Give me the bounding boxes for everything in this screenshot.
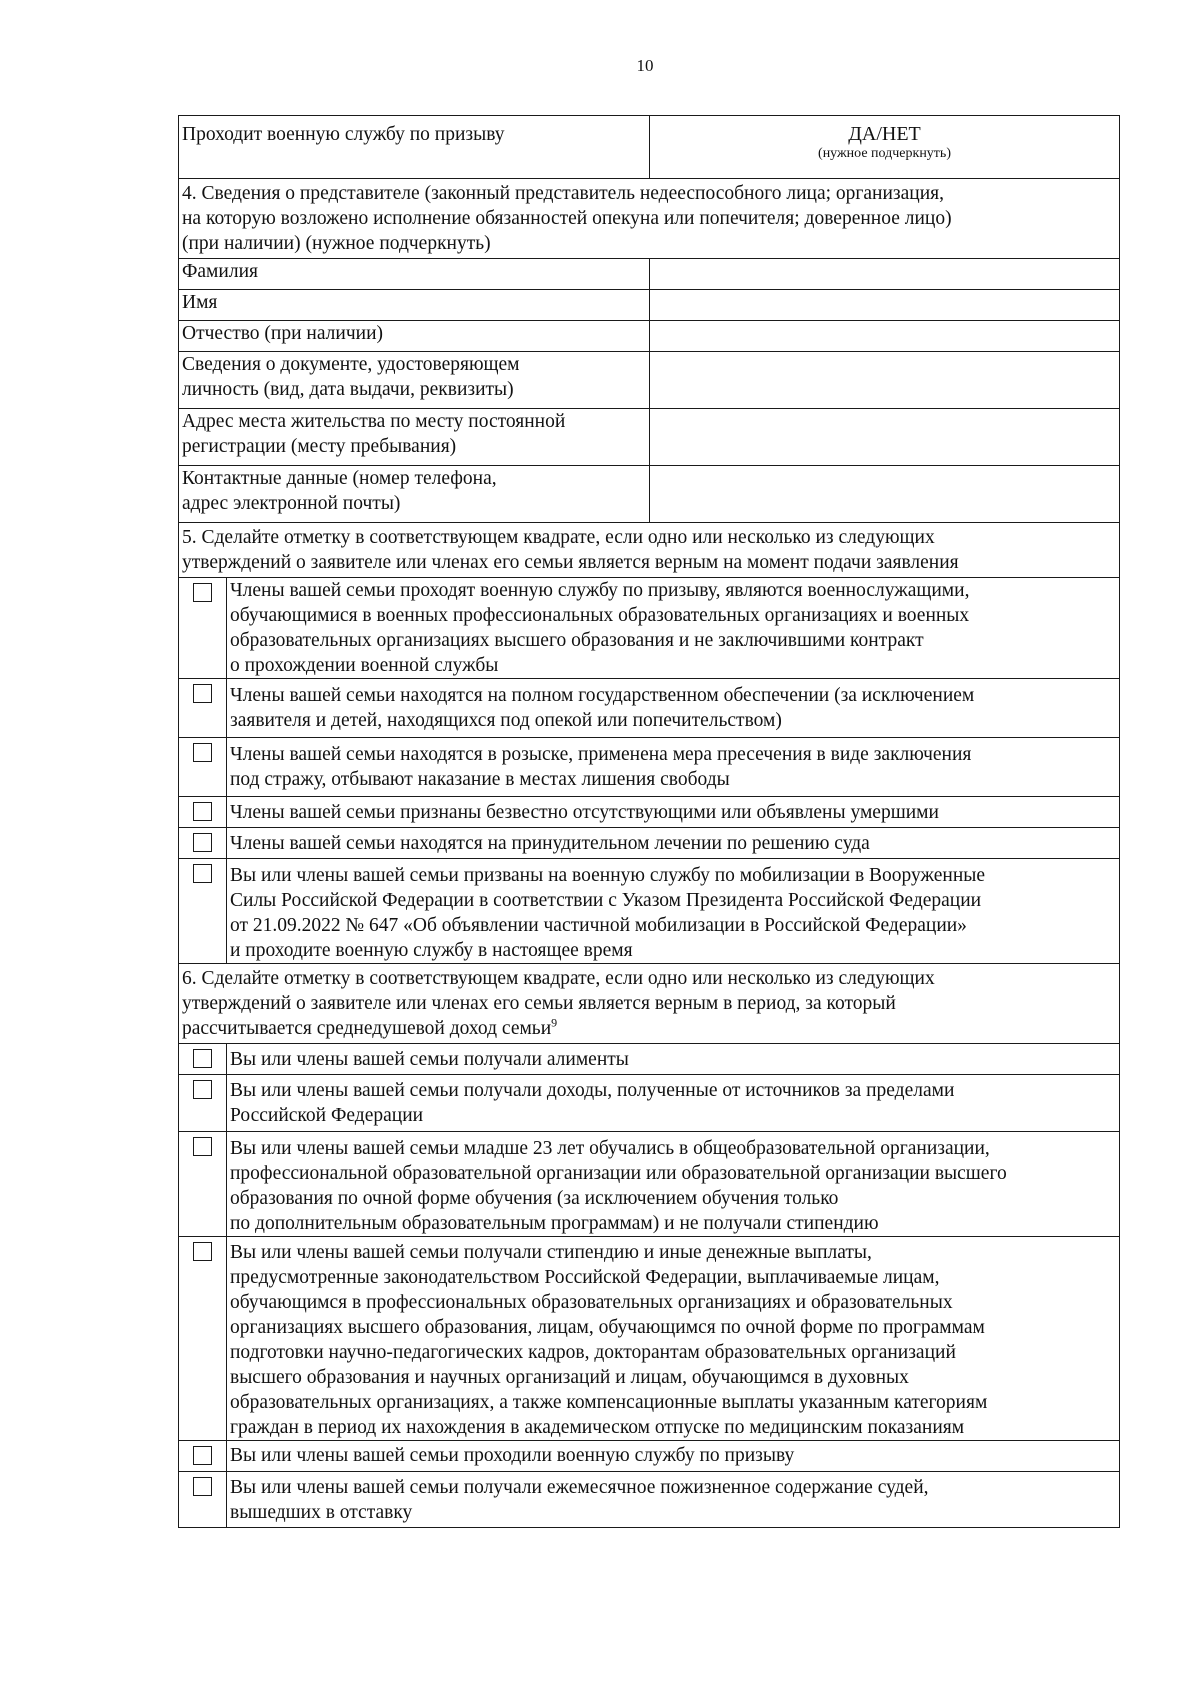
section6-header-line: 6. Сделайте отметку в соответствующем квадрате, если одно или несколько из следующих (182, 968, 935, 989)
item-line: о прохождении военной службы (230, 655, 499, 676)
item-line: Вы или члены вашей семьи получали доходы, полученные от источников за пределами (230, 1080, 955, 1101)
field-label-id-document (179, 352, 650, 409)
section4-header-line: 4. Сведения о представителе (законный представитель недееспособного лица; организация, (182, 183, 945, 204)
field-label-line: личность (вид, дата выдачи, реквизиты) (182, 379, 514, 400)
page-number: 10 (636, 56, 654, 75)
item-line: обучающимся в профессиональных образовательных организациях и образовательных (230, 1292, 953, 1313)
section5-item-text (227, 679, 1120, 738)
field-label-contacts (179, 466, 650, 523)
section5-item-row (179, 828, 1120, 859)
section6-checkbox-cell (179, 1132, 227, 1237)
section6-checkbox-cell (179, 1472, 227, 1528)
section6-checkbox-cell (179, 1441, 227, 1472)
section5-item-text (227, 859, 1120, 964)
section4-header-row (179, 179, 1120, 259)
item-line: Члены вашей семьи находятся в розыске, применена мера пресечения в виде заключения (230, 744, 972, 765)
checkbox[interactable] (193, 802, 212, 821)
item-line: от 21.09.2022 № 647 «Об объявлении частичной мобилизации в Российской Федерации» (230, 915, 967, 936)
item-line: Вы или члены вашей семьи призваны на военную службу по мобилизации в Вооруженные (230, 865, 986, 886)
section6-header-line: утверждений о заявителе или членах его семьи является верным в период, за который (182, 993, 896, 1014)
item-line: Вы или члены вашей семьи получали алименты (230, 1049, 629, 1070)
checkbox[interactable] (193, 1080, 212, 1099)
item-line: высшего образования и научных организаций и лицам, обучающимся в духовных (230, 1367, 909, 1388)
section5-header (179, 523, 1120, 578)
field-input-id-document[interactable] (650, 352, 1120, 409)
section6-item-row (179, 1044, 1120, 1075)
checkbox[interactable] (193, 1242, 212, 1261)
item-line: граждан в период их нахождения в академическом отпуске по медицинским показаниям (230, 1417, 965, 1438)
section6-item-text (227, 1237, 1120, 1441)
item-line: профессиональной образовательной организации или образовательной организации высшего (230, 1163, 1007, 1184)
field-row-surname (179, 259, 1120, 290)
item-line: Члены вашей семьи признаны безвестно отсутствующими или объявлены умершими (230, 802, 939, 823)
field-label-line: Сведения о документе, удостоверяющем (182, 354, 520, 375)
section5-checkbox-cell (179, 828, 227, 859)
section5-item-row (179, 679, 1120, 738)
section6-item-text (227, 1132, 1120, 1237)
checkbox[interactable] (193, 1137, 212, 1156)
item-line: подготовки научно-педагогических кадров, докторантам образовательных организаций (230, 1342, 956, 1363)
section5-item-row (179, 797, 1120, 828)
item-line: Вы или члены вашей семьи проходили военную службу по призыву (230, 1445, 795, 1466)
section5-checkbox-cell (179, 578, 227, 679)
section6-checkbox-cell (179, 1237, 227, 1441)
military-service-label: Проходит военную службу по призыву (179, 116, 650, 179)
item-line: Члены вашей семьи проходят военную службу по призыву, являются военнослужащими, (230, 580, 970, 601)
checkbox[interactable] (193, 1477, 212, 1496)
section5-checkbox-cell (179, 797, 227, 828)
section6-item-text (227, 1472, 1120, 1528)
section5-item-text (227, 578, 1120, 679)
section5-checkbox-cell (179, 738, 227, 797)
section6-header (179, 964, 1120, 1044)
field-row-address (179, 409, 1120, 466)
item-line: образовательных организациях, а также компенсационные выплаты указанным категориям (230, 1392, 988, 1413)
field-input-name[interactable] (650, 290, 1120, 321)
section5-checkbox-cell (179, 859, 227, 964)
item-line: организациях высшего образования, лицам, обучающимся по очной форме по программам (230, 1317, 985, 1338)
item-line: Вы или члены вашей семьи младше 23 лет обучались в общеобразовательной организации, (230, 1138, 990, 1159)
checkbox[interactable] (193, 864, 212, 883)
item-line: образования по очной форме обучения (за исключением обучения только (230, 1188, 839, 1209)
field-row-name (179, 290, 1120, 321)
section6-checkbox-cell (179, 1075, 227, 1132)
field-row-id-document (179, 352, 1120, 409)
item-line: предусмотренные законодательством Российской Федерации, выплачиваемые лицам, (230, 1267, 940, 1288)
field-label-patronymic: Отчество (при наличии) (179, 321, 650, 352)
item-line: обучающимися в военных профессиональных образовательных организациях и военных (230, 605, 970, 626)
section6-item-row (179, 1237, 1120, 1441)
field-label-address (179, 409, 650, 466)
field-label-line: адрес электронной почты) (182, 493, 401, 514)
item-line: Члены вашей семьи находятся на принудительном лечении по решению суда (230, 833, 870, 854)
application-form-table (178, 115, 1120, 1528)
section6-item-row (179, 1441, 1120, 1472)
item-line: Российской Федерации (230, 1105, 424, 1126)
item-line: вышедших в отставку (230, 1502, 413, 1523)
field-label-line: Контактные данные (номер телефона, (182, 468, 497, 489)
section6-item-row (179, 1472, 1120, 1528)
field-row-contacts (179, 466, 1120, 523)
field-input-address[interactable] (650, 409, 1120, 466)
field-label-surname: Фамилия (179, 259, 650, 290)
section5-item-row (179, 578, 1120, 679)
section5-header-line: утверждений о заявителе или членах его семьи является верным на момент подачи заявления (182, 552, 959, 573)
section6-item-row (179, 1132, 1120, 1237)
section5-header-line: 5. Сделайте отметку в соответствующем квадрате, если одно или несколько из следующих (182, 527, 935, 548)
section4-header (179, 179, 1120, 259)
military-service-row (179, 116, 1120, 179)
checkbox[interactable] (193, 583, 212, 602)
checkbox[interactable] (193, 684, 212, 703)
field-label-line: регистрации (месту пребывания) (182, 436, 457, 457)
field-input-surname[interactable] (650, 259, 1120, 290)
section5-checkbox-cell (179, 679, 227, 738)
field-row-patronymic (179, 321, 1120, 352)
field-input-contacts[interactable] (650, 466, 1120, 523)
checkbox[interactable] (193, 743, 212, 762)
section6-item-text (227, 1441, 1120, 1472)
item-line: по дополнительным образовательным программам) и не получали стипендию (230, 1213, 879, 1234)
item-line: и проходите военную службу в настоящее время (230, 940, 633, 961)
footnote-marker: 9 (551, 1015, 558, 1030)
item-line: Вы или члены вашей семьи получали стипендию и иные денежные выплаты, (230, 1242, 872, 1263)
section6-header-row (179, 964, 1120, 1044)
checkbox[interactable] (193, 833, 212, 852)
section5-item-row (179, 738, 1120, 797)
yes-no-hint: (нужное подчеркнуть) (818, 146, 951, 161)
section6-item-text (227, 1044, 1120, 1075)
section4-header-line: на которую возложено исполнение обязанностей опекуна или попечителя; доверенное лицо) (182, 208, 952, 229)
checkbox[interactable] (193, 1049, 212, 1068)
section5-item-text (227, 738, 1120, 797)
item-line: заявителя и детей, находящихся под опекой или попечительством) (230, 710, 782, 731)
section4-header-line: (при наличии) (нужное подчеркнуть) (182, 233, 491, 254)
item-line: Члены вашей семьи находятся на полном государственном обеспечении (за исключением (230, 685, 975, 706)
yes-no-choice[interactable] (650, 116, 1120, 179)
checkbox[interactable] (193, 1446, 212, 1465)
item-line: под стражу, отбывают наказание в местах лишения свободы (230, 769, 730, 790)
section5-item-text (227, 828, 1120, 859)
section6-header-line (182, 1016, 1116, 1041)
section6-header-line-text: рассчитывается среднедушевой доход семьи (182, 1018, 552, 1039)
item-line: Вы или члены вашей семьи получали ежемесячное пожизненное содержание судей, (230, 1477, 929, 1498)
item-line: образовательных организациях высшего образования и не заключившими контракт (230, 630, 924, 651)
section5-item-text (227, 797, 1120, 828)
section6-item-row (179, 1075, 1120, 1132)
field-input-patronymic[interactable] (650, 321, 1120, 352)
yes-no-value[interactable]: ДА/НЕТ (848, 123, 921, 145)
item-line: Силы Российской Федерации в соответствии с Указом Президента Российской Федерации (230, 890, 982, 911)
section5-header-row (179, 523, 1120, 578)
field-label-line: Адрес места жительства по месту постоянной (182, 411, 566, 432)
section6-item-text (227, 1075, 1120, 1132)
section5-item-row (179, 859, 1120, 964)
section6-checkbox-cell (179, 1044, 227, 1075)
field-label-name: Имя (179, 290, 650, 321)
